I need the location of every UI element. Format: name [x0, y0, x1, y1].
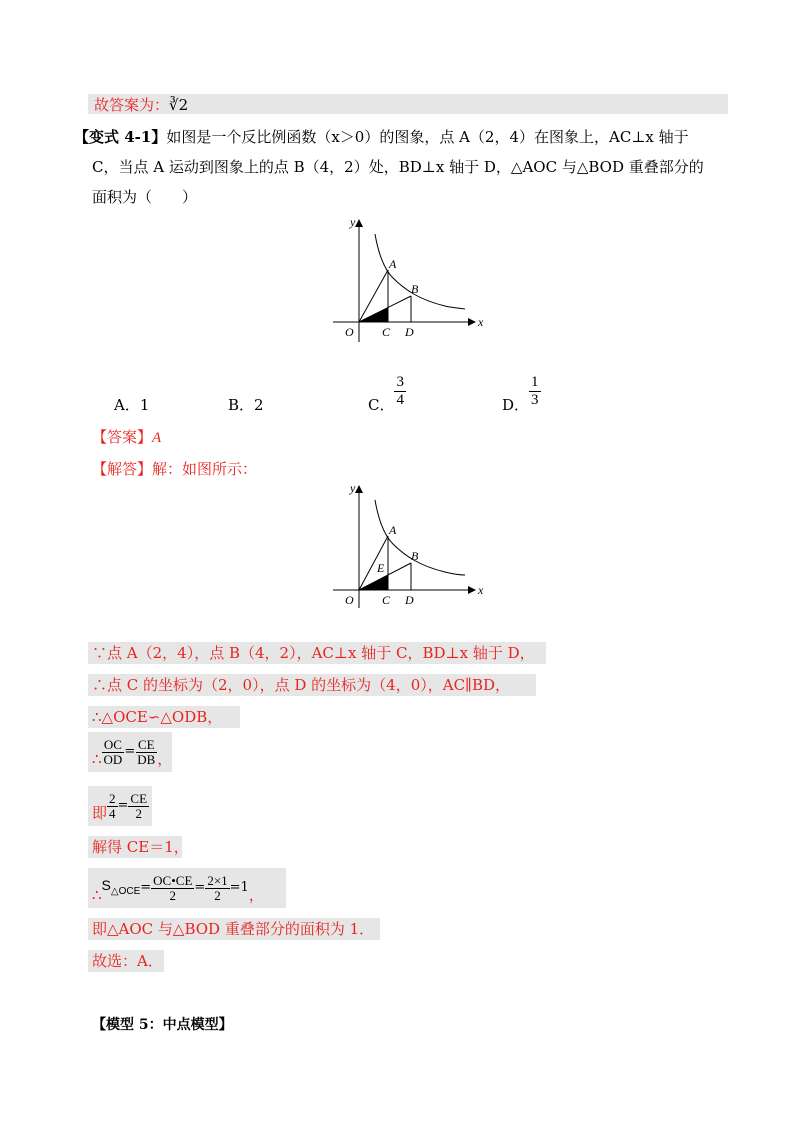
step-5-eq: =	[117, 798, 129, 813]
figure-1	[325, 212, 495, 352]
label-o: O	[345, 593, 354, 607]
step-4-prefix: ∴	[92, 750, 102, 768]
option-c-fraction	[394, 374, 406, 409]
option-c-num: 3	[396, 374, 404, 390]
step-4-suffix: ，	[157, 750, 173, 768]
step-7-tail: =1	[229, 880, 249, 895]
step-5-fraction-1	[107, 792, 118, 821]
step-7-num-2: 2×1	[207, 872, 228, 888]
label-x: x	[478, 315, 484, 329]
step-7-prefix: ∴	[92, 886, 102, 904]
step-5-prefix: 即	[92, 804, 108, 822]
step-4-fraction-2	[135, 738, 157, 767]
step-8: 即△AOC 与△BOD 重叠部分的面积为 1．	[92, 920, 375, 938]
step-7-eq-1: =	[140, 880, 152, 895]
answer-tag	[92, 426, 161, 449]
step-7-num-1: OC•CE	[153, 872, 193, 888]
step-4	[92, 734, 172, 770]
step-5-num-1: 2	[109, 790, 116, 806]
problem-label: 【变式 4-1】	[74, 128, 167, 146]
solution-intro: 【解答】解：如图所示：	[92, 460, 258, 478]
step-7-area-symbol	[102, 874, 141, 903]
label-c: C	[382, 593, 391, 607]
label-y: y	[350, 481, 356, 495]
option-d-den: 3	[531, 392, 539, 408]
step-6: 解得 CE＝1，	[92, 838, 189, 856]
step-4-den-1: OD	[103, 751, 123, 767]
figure-2	[325, 480, 495, 615]
option-b	[228, 394, 264, 415]
step-7-sub: △OCE	[110, 885, 141, 897]
step-5-den-1: 4	[109, 805, 116, 821]
problem-line-3: 面积为（ ）	[92, 188, 198, 206]
step-7	[92, 870, 264, 906]
step-7-eq-2: =	[194, 880, 206, 895]
option-a-value: 1	[139, 396, 150, 414]
label-x: x	[478, 583, 484, 597]
previous-answer-line	[94, 94, 188, 116]
step-4-den-2: DB	[137, 751, 156, 767]
label-a: A	[389, 523, 397, 537]
option-a	[114, 394, 149, 415]
step-7-s: S	[101, 876, 111, 893]
step-9: 故选：A．	[92, 952, 163, 970]
problem-line-1	[74, 126, 689, 148]
option-b-letter: B．	[228, 396, 255, 414]
option-d-letter: D．	[502, 396, 530, 414]
step-7-den-1: 2	[169, 887, 177, 903]
step-5-num-2: CE	[130, 790, 148, 806]
label-a: A	[389, 257, 397, 271]
step-4-eq: =	[124, 744, 136, 759]
label-d: D	[405, 325, 414, 339]
step-5	[92, 788, 149, 824]
step-4-fraction-1	[102, 738, 125, 767]
problem-line-2: C，当点 A 运动到图象上的点 B（4，2）处，BD⊥x 轴于 D，△AOC 与△BOD 重叠部分的	[92, 158, 704, 176]
label-b: B	[411, 282, 419, 296]
step-7-fraction-2	[205, 874, 229, 903]
section-heading: 【模型 5：中点模型】	[92, 1017, 233, 1033]
problem-text-1: 如图是一个反比例函数（x＞0）的图象，点 A（2，4）在图象上，AC⊥x 轴于	[166, 128, 689, 146]
step-7-fraction-1	[151, 874, 194, 903]
option-c	[368, 374, 406, 415]
step-7-suffix: ，	[248, 886, 264, 904]
step-7-den-2: 2	[214, 887, 221, 903]
step-5-den-2: 2	[135, 805, 142, 821]
step-1: ∵点 A（2，4），点 B（4，2），AC⊥x 轴于 C，BD⊥x 轴于 D，	[92, 644, 535, 662]
label-e: E	[377, 561, 385, 575]
step-4-num-2: CE	[137, 736, 155, 752]
label-b: B	[411, 549, 419, 563]
step-2: ∴点 C 的坐标为（2，0），点 D 的坐标为（4，0），AC∥BD，	[92, 676, 511, 694]
option-c-den: 4	[396, 392, 404, 408]
option-d	[502, 374, 541, 415]
label-y: y	[350, 215, 356, 229]
answer-prefix: 故答案为：	[94, 96, 170, 114]
option-c-letter: C．	[368, 396, 395, 414]
answer-tag-value: A	[152, 430, 162, 446]
label-o: O	[345, 325, 354, 339]
option-a-letter: A．	[114, 396, 140, 414]
step-3: ∴△OCE∽△ODB，	[92, 708, 223, 726]
option-b-value: 2	[254, 396, 264, 414]
option-d-fraction	[529, 374, 541, 409]
step-5-fraction-2	[128, 792, 149, 821]
label-c: C	[382, 325, 391, 339]
option-d-num: 1	[531, 374, 539, 390]
label-d: D	[405, 593, 414, 607]
step-4-num-1: OC	[103, 736, 122, 752]
answer-tag-label: 【答案】	[92, 428, 153, 446]
answer-value: ∛2	[169, 96, 189, 114]
